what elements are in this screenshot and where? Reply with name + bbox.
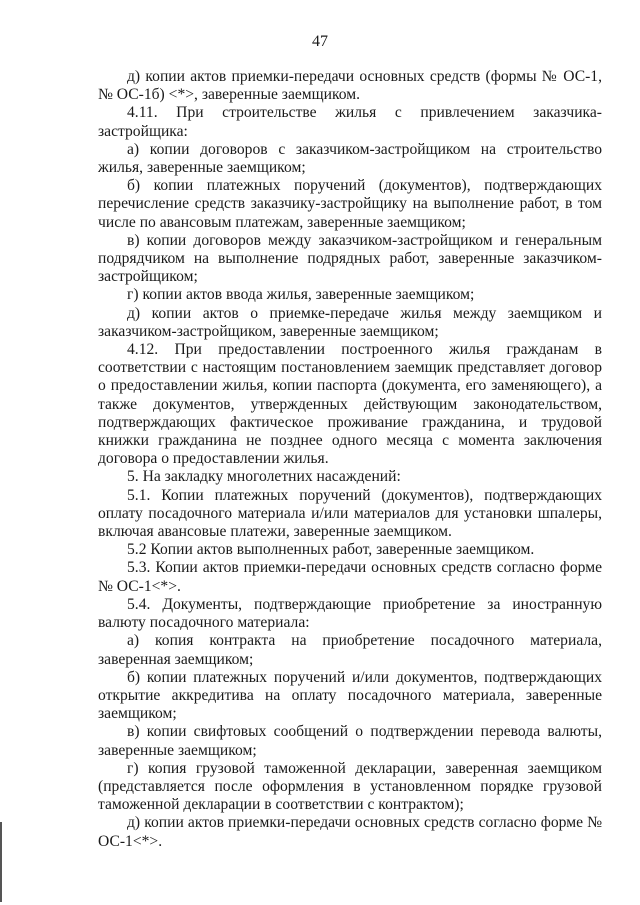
paragraph: в) копии свифтовых сообщений о подтверждении перевода валюты, заверенные заемщиком;	[98, 723, 602, 759]
paragraph: 5.3. Копии актов приемки-передачи основных средств согласно форме № ОС-1<*>.	[98, 559, 602, 595]
scan-edge-mark	[0, 822, 2, 902]
paragraph: 4.12. При предоставлении построенного жилья гражданам в соответствии с настоящим постановлением заемщик представляет договор о предоставлении жилья, копии паспорта (документа, его заменяющего), а также документов, утвержденных действующим законодательством, подтверждающих фактическое проживание гражданина, и трудовой книжки гражданина не позднее одного месяца с момента заключения договора о предоставлении жилья.	[98, 341, 602, 468]
paragraph: а) копии договоров с заказчиком-застройщиком на строительство жилья, заверенные заемщиком;	[98, 140, 602, 177]
paragraph: д) копии актов приемки-передачи основных средств (формы № ОС-1, № ОС-1б) <*>, заверенные заемщиком.	[98, 68, 602, 104]
paragraph: а) копия контракта на приобретение посадочного материала, заверенная заемщиком;	[98, 632, 602, 668]
paragraph: д) копии актов о приемке-передаче жилья между заемщиком и заказчиком-застройщиком, заверенные заемщиком;	[98, 304, 602, 340]
paragraph: в) копии договоров между заказчиком-застройщиком и генеральным подрядчиком на выполнение подрядных работ, заверенные заказчиком-застройщиком;	[98, 231, 602, 286]
paragraph: 5.2 Копии актов выполненных работ, заверенные заемщиком.	[127, 541, 535, 559]
paragraph: 5.4. Документы, подтверждающие приобретение за иностранную валюту посадочного материала:	[98, 595, 602, 632]
paragraph: 4.11. При строительстве жилья с привлечением заказчика-застройщика:	[98, 104, 602, 140]
paragraph: г) копии актов ввода жилья, заверенные заемщиком;	[127, 286, 475, 304]
paragraph: б) копии платежных поручений (документов), подтверждающих перечисление средств заказчику-застройщику на выполнение работ, в том числе по авансовым платежам, заверенные заемщиком;	[98, 177, 602, 231]
paragraph: д) копии актов приемки-передачи основных средств согласно форме № ОС-1<*>.	[98, 814, 602, 850]
page-number: 47	[312, 33, 328, 50]
document-body	[98, 68, 602, 851]
paragraph: б) копии платежных поручений и/или документов, подтверждающих открытие аккредитива на оплату посадочного материала, заверенные заемщиком;	[98, 668, 602, 723]
paragraph: 5.1. Копии платежных поручений (документов), подтверждающих оплату посадочного материала и/или материалов для установки шпалеры, включая авансовые платежи, заверенные заемщиком.	[98, 486, 602, 541]
paragraph: 5. На закладку многолетних насаждений:	[127, 468, 401, 486]
paragraph: г) копия грузовой таможенной декларации, заверенная заемщиком (представляется после оформления в установленном порядке грузовой таможенной декларации в соответствии с контрактом);	[98, 759, 602, 814]
